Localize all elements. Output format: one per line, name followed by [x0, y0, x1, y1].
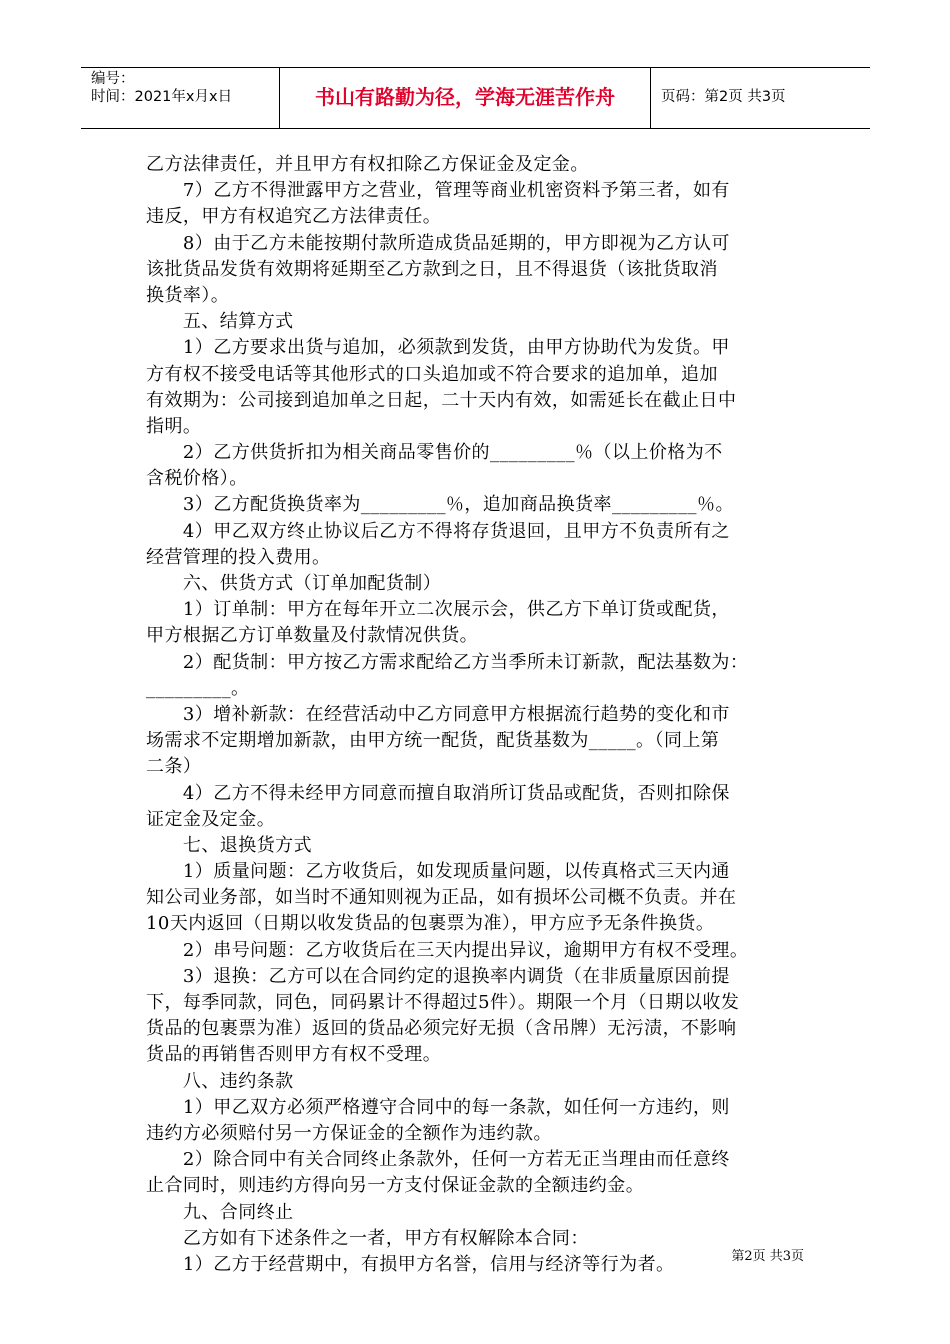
header-meta-cell: [81, 68, 280, 128]
body-line: 场需求不定期增加新款，由甲方统一配货，配货基数为_____。（同上第: [146, 730, 720, 752]
body-line: 7）乙方不得泄露甲方之营业，管理等商业机密资料予第三者，如有: [146, 180, 730, 202]
body-line: 1）甲乙双方必须严格遵守合同中的每一条款，如任何一方违约，则: [146, 1096, 730, 1118]
body-line: 八、违约条款: [146, 1070, 294, 1092]
body-line: 1）订单制：甲方在每年开立二次展示会，供乙方下单订货或配货，: [146, 599, 730, 621]
body-line: 该批货品发货有效期将延期至乙方款到之日，且不得退货（该批货取消: [146, 258, 718, 280]
body-line: 含税价格）。: [146, 468, 248, 490]
body-line: 乙方如有下述条件之一者，甲方有权解除本合同：: [146, 1227, 589, 1249]
body-line: 六、供货方式（订单加配货制）: [146, 573, 442, 594]
body-line: 违反，甲方有权追究乙方法律责任。: [146, 206, 442, 228]
body-line: 二条）: [146, 756, 202, 778]
body-line: 8）由于乙方未能按期付款所造成货品延期的，甲方即视为乙方认可: [146, 232, 730, 254]
header-motto-cell: [280, 68, 651, 128]
body-line: 2）乙方供货折扣为相关商品零售价的_________％（以上价格为不: [146, 442, 723, 464]
header-page-cell: [651, 68, 870, 128]
body-line: 1）质量问题：乙方收货后，如发现质量问题，以传真格式三天内通: [146, 861, 730, 883]
body-line: 违约方必须赔付另一方保证金的全额作为违约款。: [146, 1122, 552, 1144]
body-line: 3）乙方配货换货率为_________％，追加商品换货率_________％。: [146, 494, 734, 516]
body-line: 2）除合同中有关合同终止条款外，任何一方若无正当理由而任意终: [146, 1149, 730, 1171]
body-line: 3）增补新款：在经营活动中乙方同意甲方根据流行趋势的变化和市: [146, 703, 730, 725]
body-line: 甲方根据乙方订单数量及付款情况供货。: [146, 625, 479, 647]
body-line: 止合同时，则违约方得向另一方支付保证金款的全额违约金。: [146, 1175, 645, 1197]
body-line: 货品的再销售否则甲方有权不受理。: [146, 1044, 442, 1066]
body-line: 2）串号问题：乙方收货后在三天内提出异议，逾期甲方有权不受理。: [146, 939, 749, 961]
header-page-info: 页码：第2页 共3页: [661, 89, 786, 105]
body-line: _________。: [146, 677, 250, 699]
body-line: 2）配货制：甲方按乙方需求配给乙方当季所未订新款，配法基数为：: [146, 651, 749, 673]
document-number-label: 编号：: [91, 71, 135, 87]
body-line: 乙方法律责任，并且甲方有权扣除乙方保证金及定金。: [146, 154, 589, 175]
header-motto: 书山有路勤为径，学海无涯苦作舟: [315, 85, 615, 109]
body-line: 4）乙方不得未经甲方同意而擅自取消所订货品或配货，否则扣除保: [146, 782, 730, 804]
body-line: 1）乙方要求出货与追加，必须款到发货，由甲方协助代为发货。甲: [146, 337, 730, 359]
body-line: 指明。: [146, 415, 202, 437]
page-header: [81, 67, 870, 129]
body-line: 10天内返回（日期以收发货品的包裹票为准），甲方应予无条件换货。: [146, 913, 715, 935]
body-line: 换货率）。: [146, 284, 230, 306]
body-line: 下，每季同款，同色，同码累计不得超过5件）。期限一个月（日期以收发: [146, 992, 740, 1013]
document-time-label: 时间：2021年x月x日: [91, 89, 233, 105]
body-line: 证定金及定金。: [146, 808, 276, 830]
body-line: 有效期为：公司接到追加单之日起，二十天内有效，如需延长在截止日中: [146, 389, 737, 411]
body-line: 方有权不接受电话等其他形式的口头追加或不符合要求的追加单，追加: [146, 363, 718, 385]
body-line: 五、结算方式: [146, 311, 294, 333]
page-footer: 第2页 共3页: [731, 1249, 804, 1264]
contract-body: [146, 152, 810, 1278]
body-line: 4）甲乙双方终止协议后乙方不得将存货退回，且甲方不负责所有之: [146, 520, 730, 542]
body-line: 货品的包裹票为准）返回的货品必须完好无损（含吊牌）无污渍，不影响: [146, 1018, 737, 1040]
body-line: 经营管理的投入费用。: [146, 546, 331, 568]
body-line: 1）乙方于经营期中，有损甲方名誉，信用与经济等行为者。: [146, 1253, 675, 1275]
body-line: 九、合同终止: [146, 1201, 294, 1223]
body-line: 七、退换货方式: [146, 834, 313, 856]
body-line: 3）退换：乙方可以在合同约定的退换率内调货（在非质量原因前提: [146, 965, 730, 987]
body-line: 知公司业务部，如当时不通知则视为正品，如有损坏公司概不负责。并在: [146, 887, 737, 909]
